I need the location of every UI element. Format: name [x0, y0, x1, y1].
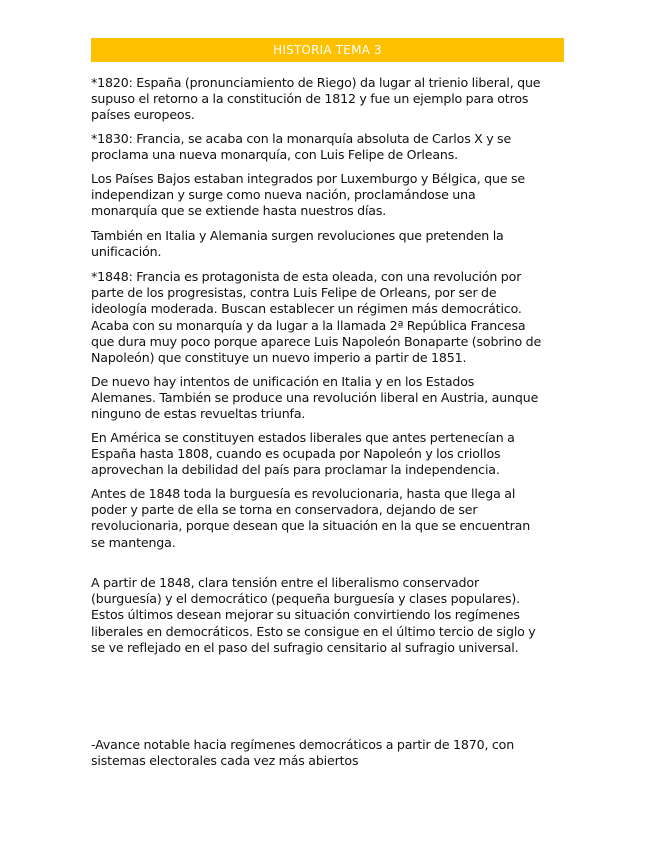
paragraph-low-countries: Los Países Bajos estaban integrados por Luxemburgo y Bélgica, que se independizan y surge como nueva nación, proclamándose una monarquía que se extiende hasta nuestros días. [91, 171, 525, 219]
paragraph-1848-france: *1848: Francia es protagonista de esta oleada, con una revolución por parte de los progresistas, contra Luis Felipe de Orleans, por ser de ideología moderada. Buscan establecer un régimen más democrático. Acaba con su monarquía y da lugar a la llamada 2ª República Francesa que dura muy poco porque aparece Luis Napoleón Bonaparte (sobrino de Napoleón) que constituye un nuevo imperio a partir de 1851. [91, 269, 542, 366]
document-title: HISTORIA TEMA 3 [273, 43, 382, 57]
paragraph-unification: De nuevo hay intentos de unificación en Italia y en los Estados Alemanes. También se produce una revolución liberal en Austria, aunque ninguno de estas revueltas triunfa. [91, 374, 539, 422]
paragraph-america: En América se constituyen estados liberales que antes pertenecían a España hasta 1808, cuando es ocupada por Napoleón y los criollos aprovechan la debilidad del país para proclamar la independencia. [91, 430, 515, 478]
paragraph-after-1848: A partir de 1848, clara tensión entre el liberalismo conservador (burguesía) y el democrático (pequeña burguesía y clases populares). Estos últimos desean mejorar su situación convirtiendo los regímenes liberales en democráticos. Esto se consigue en el último tercio de siglo y se ve reflejado en el paso del sufragio censitario al sufragio universal. [91, 575, 536, 655]
paragraph-1830-france: *1830: Francia, se acaba con la monarquía absoluta de Carlos X y se proclama una nueva monarquía, con Luis Felipe de Orleans. [91, 131, 512, 163]
paragraph-1870: -Avance notable hacia regímenes democráticos a partir de 1870, con sistemas electorales cada vez más abiertos [91, 737, 515, 769]
title-banner [91, 38, 564, 62]
paragraph-bourgeoisie: Antes de 1848 toda la burguesía es revolucionaria, hasta que llega al poder y parte de ella se torna en conservadora, dejando de ser revolucionaria, porque desean que la situación en la que se encuentran se mantenga. [91, 486, 531, 550]
paragraph-1820-spain: *1820: España (pronunciamiento de Riego) da lugar al trienio liberal, que supuso el retorno a la constitución de 1812 y fue un ejemplo para otros países europeos. [91, 75, 541, 123]
paragraph-italy-germany: También en Italia y Alemania surgen revoluciones que pretenden la unificación. [91, 228, 504, 260]
